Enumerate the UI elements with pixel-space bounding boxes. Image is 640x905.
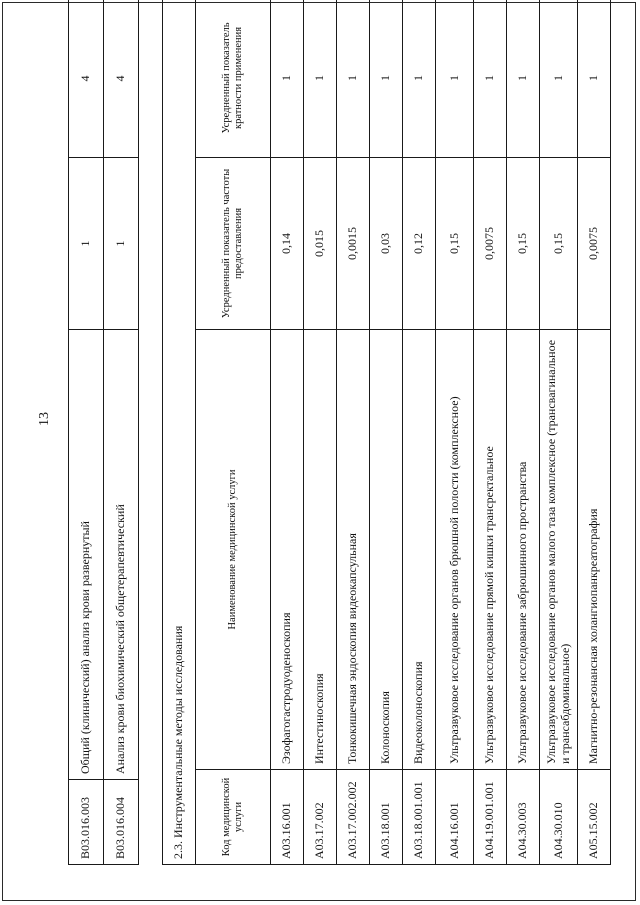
table-row (578, 0, 611, 865)
frequency-value: 0,14 (271, 158, 304, 330)
service-code: A03.17.002 (304, 770, 337, 865)
service-code: B03.016.003 (69, 780, 104, 865)
multiplicity-value: 1 (337, 0, 370, 158)
table-row (474, 0, 507, 865)
service-code: A03.18.001.001 (403, 770, 436, 865)
multiplicity-value: 1 (304, 0, 337, 158)
header-name: Наименование медицинской услуги (196, 330, 271, 770)
header-frequency: Усредненный показатель частоты предоставления (196, 158, 271, 330)
service-name: Анализ крови биохимический общетерапевтический (104, 330, 139, 780)
service-name: Ультразвуковое исследование органов малого таза комплексное (трансвагинальное и трансабдоминальное) (540, 330, 578, 770)
service-code: A03.17.002.002 (337, 770, 370, 865)
service-name: Видеоколоноскопия (403, 330, 436, 770)
multiplicity-value: 1 (370, 0, 403, 158)
multiplicity-value: 1 (578, 0, 611, 158)
table-row (304, 0, 337, 865)
lab-tests-table (68, 0, 139, 865)
service-code: A05.15.002 (578, 770, 611, 865)
table-row (271, 0, 304, 865)
multiplicity-value: 1 (474, 0, 507, 158)
multiplicity-value: 1 (403, 0, 436, 158)
header-code: Код медицинской услуги (196, 770, 271, 865)
page-number: 13 (37, 412, 52, 426)
frequency-value: 0,0075 (474, 158, 507, 330)
service-code: B03.016.004 (104, 780, 139, 865)
table-row (436, 0, 474, 865)
frequency-value: 0,015 (304, 158, 337, 330)
service-code: A03.16.001 (271, 770, 304, 865)
table-row (337, 0, 370, 865)
service-code: A04.19.001.001 (474, 770, 507, 865)
service-name: Ультразвуковое исследование органов брюшной полости (комплексное) (436, 330, 474, 770)
service-code: A04.30.010 (540, 770, 578, 865)
frequency-value: 0,03 (370, 158, 403, 330)
service-name: Общий (клинический) анализ крови развернутый (69, 330, 104, 780)
frequency-value: 0,12 (403, 158, 436, 330)
service-name: Эзофагогастродуоденоскопия (271, 330, 304, 770)
frequency-value: 0,15 (540, 158, 578, 330)
frequency-value: 0,15 (436, 158, 474, 330)
frequency-value: 0,0075 (578, 158, 611, 330)
service-code: A04.30.003 (507, 770, 540, 865)
service-code: A04.16.001 (436, 770, 474, 865)
frequency-value: 1 (104, 158, 139, 330)
section-title-row (163, 0, 196, 865)
table-row (69, 0, 104, 865)
service-name: Магнитно-резонансная холангиопанкреатография (578, 330, 611, 770)
multiplicity-value: 4 (69, 0, 104, 158)
section-title: 2.3. Инструментальные методы исследования (163, 0, 196, 865)
service-name: Ультразвуковое исследование прямой кишки трансректальное (474, 330, 507, 770)
frequency-value: 0,15 (507, 158, 540, 330)
table-row (370, 0, 403, 865)
table-row (104, 0, 139, 865)
service-name: Интестиноскопия (304, 330, 337, 770)
multiplicity-value: 1 (507, 0, 540, 158)
service-name: Ультразвуковое исследование забрюшинного пространства (507, 330, 540, 770)
multiplicity-value: 1 (271, 0, 304, 158)
table-row (507, 0, 540, 865)
table-row (403, 0, 436, 865)
service-name: Колоноскопия (370, 330, 403, 770)
multiplicity-value: 4 (104, 0, 139, 158)
header-row (196, 0, 271, 865)
frequency-value: 0,0015 (337, 158, 370, 330)
table-row (540, 0, 578, 865)
instrumental-methods-table (162, 0, 611, 865)
header-multiplicity: Усредненный показатель кратности применения (196, 0, 271, 158)
service-name: Тонкокишечная эндоскопия видеокапсульная (337, 330, 370, 770)
frequency-value: 1 (69, 158, 104, 330)
multiplicity-value: 1 (540, 0, 578, 158)
multiplicity-value: 1 (436, 0, 474, 158)
service-code: A03.18.001 (370, 770, 403, 865)
